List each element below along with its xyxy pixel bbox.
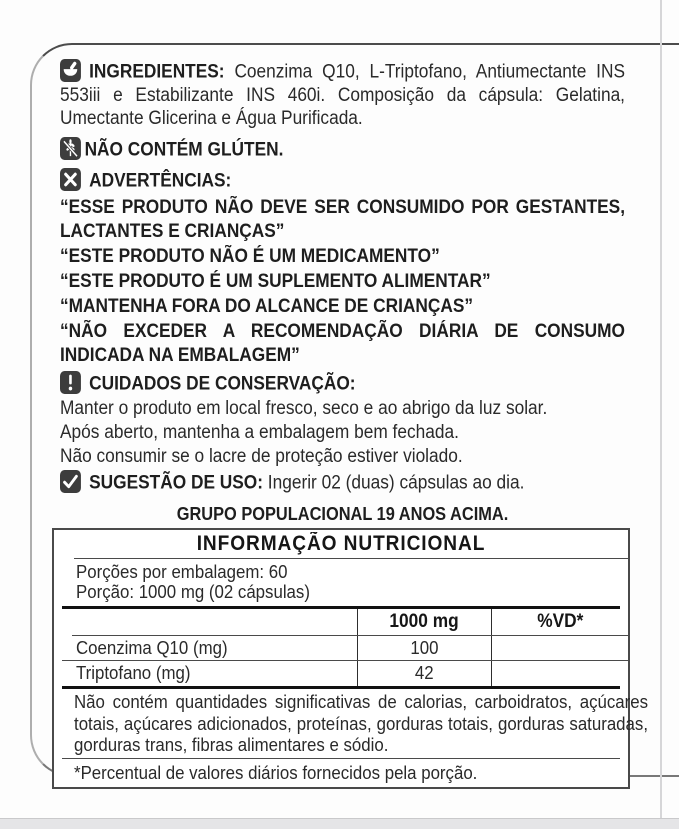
ingredients-text: Coenzima Q10, L-Triptofano, Antiumectante INS 553iii e Estabilizante INS 460i. Composição da cápsula: Gelatina, Umectante Glicerina e Água Purificada.	[60, 61, 625, 129]
nutrient-amount-label: 42	[415, 662, 434, 683]
nutrient-amount-label: 100	[410, 636, 439, 658]
warning-item: “MANTENHA FORA DO ALCANCE DE CRIANÇAS”	[60, 295, 474, 317]
package-fold-line	[660, 0, 662, 818]
column-header-blank	[54, 609, 357, 635]
nutrient-name-label: Triptofano (mg)	[76, 662, 191, 683]
usage-heading: SUGESTÃO DE USO:	[89, 472, 264, 494]
warning-item: “NÃO EXCEDER A RECOMENDAÇÃO DIÁRIA DE CONSUMO INDICADA NA EMBALAGEM”	[60, 320, 625, 366]
gluten-free-line	[60, 137, 625, 163]
column-header-vd	[492, 609, 628, 635]
nutrient-amount	[357, 661, 492, 686]
no-gluten-wheat-icon	[60, 137, 81, 160]
warnings-heading: ADVERTÊNCIAS:	[89, 170, 232, 192]
nutrient-vd	[492, 636, 628, 661]
servings-per-package: Porções por embalagem: 60	[76, 560, 288, 582]
checkmark-icon	[60, 470, 81, 493]
column-header-vd-label: %VD*	[536, 610, 584, 632]
care-item: Após aberto, mantenha a embalagem bem fechada.	[60, 421, 459, 443]
care-item: Não consumir se o lacre de proteção estiver violado.	[60, 445, 463, 467]
care-heading: CUIDADOS DE CONSERVAÇÃO:	[89, 373, 356, 394]
nutrient-name	[54, 636, 357, 661]
nutrition-table-title: INFORMAÇÃO NUTRICIONAL	[196, 531, 486, 555]
ingredients-heading: INGREDIENTES:	[89, 61, 225, 83]
usage-text: Ingerir 02 (duas) cápsulas ao dia.	[267, 472, 525, 494]
care-heading-line	[60, 371, 625, 397]
no-significant-amounts-note: Não contém quantidades significativas de calorias, carboidratos, açúcares totais, açúcares adicionados, proteínas, gorduras totais, gorduras saturadas, gorduras trans, fibras alimentares e sódio.	[74, 691, 649, 755]
nutrient-name	[54, 661, 357, 686]
x-warning-icon	[60, 168, 81, 191]
nutrient-amount	[357, 636, 492, 661]
usage-line	[60, 470, 625, 496]
label-content	[60, 59, 649, 789]
mortar-pestle-icon	[60, 59, 81, 82]
nutrient-name-label: Coenzima Q10 (mg)	[76, 636, 228, 658]
column-header-amount	[357, 609, 492, 635]
nutrition-grid	[54, 609, 628, 686]
warnings-heading-line	[60, 168, 625, 194]
package-bottom-edge	[0, 818, 679, 829]
warning-item: “ESTE PRODUTO É UM SUPLEMENTO ALIMENTAR”	[60, 270, 491, 292]
exclamation-icon	[60, 371, 81, 394]
care-item: Manter o produto em local fresco, seco e ao abrigo da luz solar.	[60, 397, 548, 419]
gluten-free-heading: NÃO CONTÉM GLÚTEN.	[84, 139, 284, 160]
warning-item: “ESTE PRODUTO NÃO É UM MEDICAMENTO”	[60, 245, 440, 267]
column-header-amount-label: 1000 mg	[389, 610, 460, 632]
warning-item: “ESSE PRODUTO NÃO DEVE SER CONSUMIDO POR GESTANTES, LACTANTES E CRIANÇAS”	[60, 196, 625, 242]
serving-info	[54, 559, 628, 606]
label-panel	[30, 43, 679, 783]
nutrition-facts-table	[52, 528, 649, 789]
daily-values-footnote: *Percentual de valores diários fornecidos pela porção.	[74, 761, 478, 783]
ingredients-paragraph	[60, 59, 625, 130]
serving-size: Porção: 1000 mg (02 cápsulas)	[76, 581, 310, 602]
nutrient-vd	[492, 661, 628, 686]
population-group-line: GRUPO POPULACIONAL 19 ANOS ACIMA.	[176, 503, 509, 524]
